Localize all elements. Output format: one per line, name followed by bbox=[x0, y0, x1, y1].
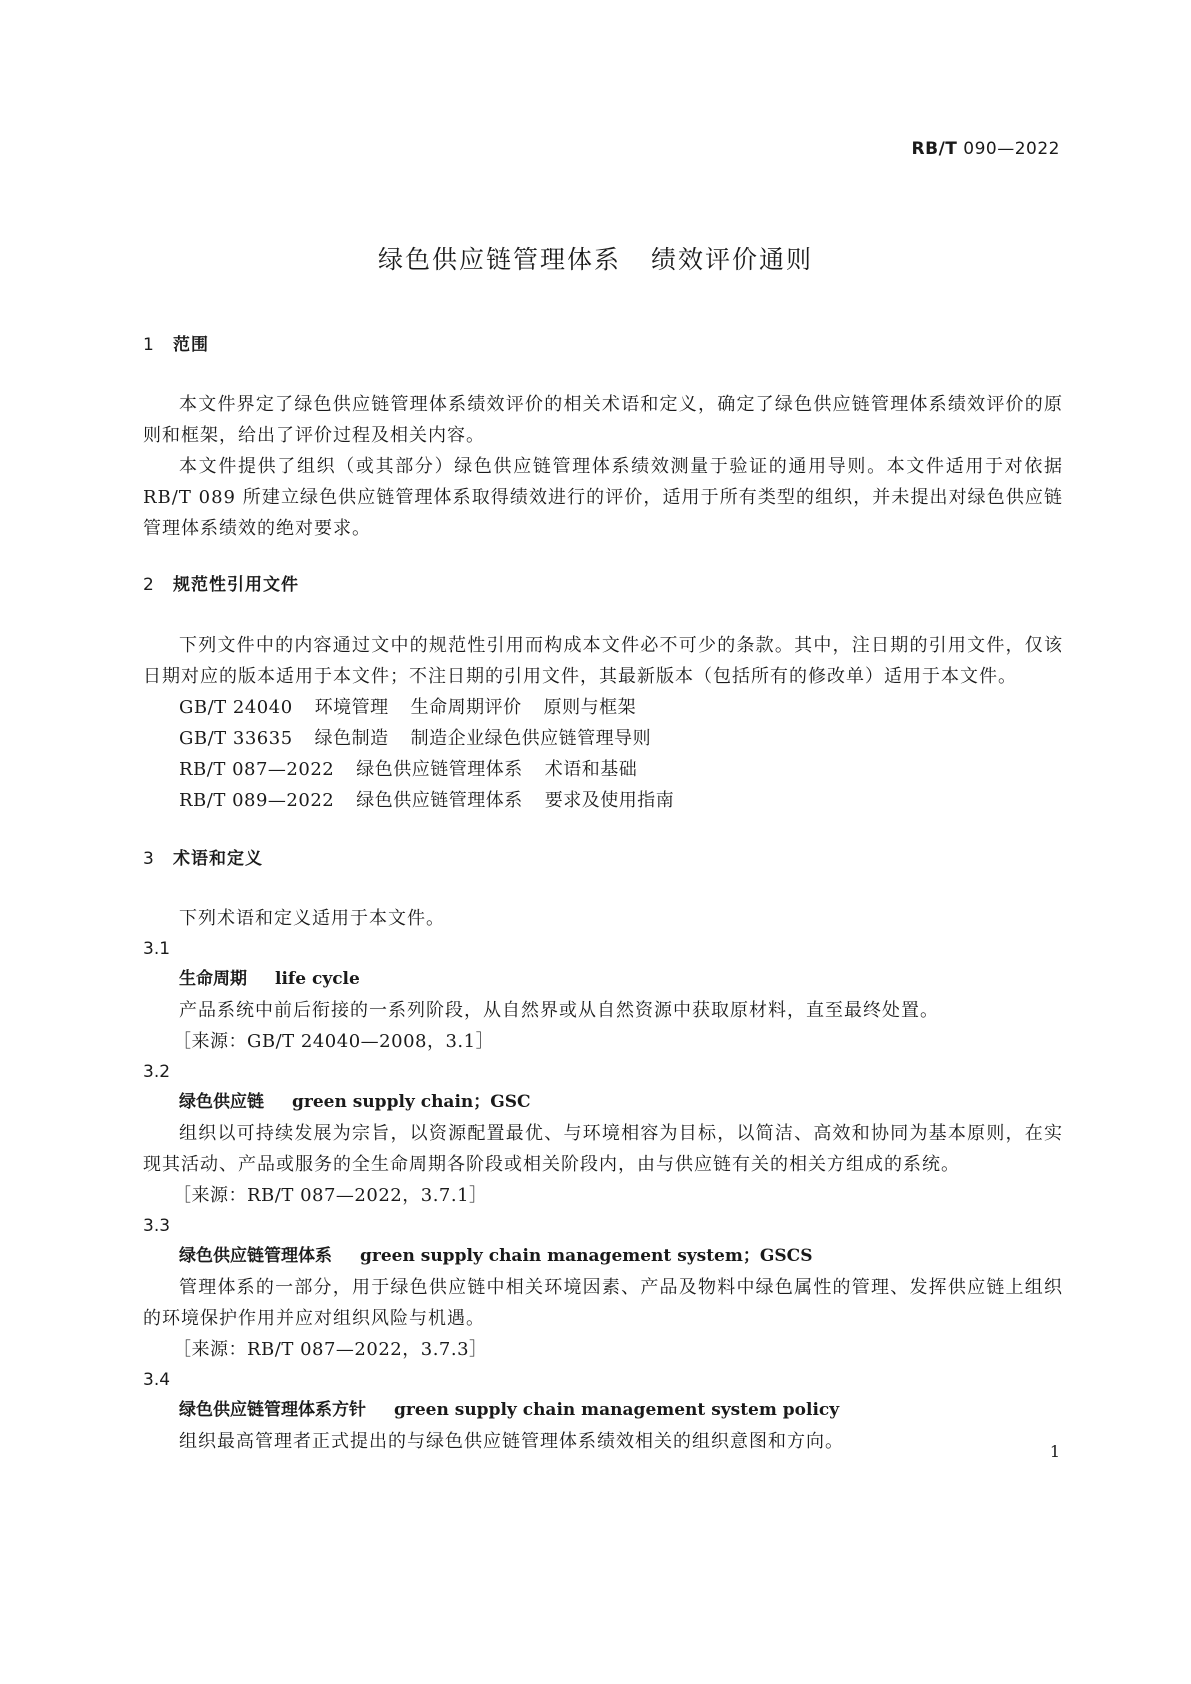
term-source: ［来源：RB/T 087—2022，3.7.3］ bbox=[173, 1339, 488, 1360]
clause-number: 3.3 bbox=[143, 1216, 171, 1236]
term-entry bbox=[143, 1087, 1063, 1118]
term-en: life cycle bbox=[275, 969, 360, 989]
term-entry bbox=[143, 964, 1063, 995]
term-source: ［来源：RB/T 087—2022，3.7.1］ bbox=[173, 1185, 488, 1206]
term-definition: 组织最高管理者正式提出的与绿色供应链管理体系绩效相关的组织意图和方向。 bbox=[179, 1431, 844, 1452]
reference-code: GB/T 24040 bbox=[179, 697, 293, 718]
standard-prefix: RB/T bbox=[911, 139, 958, 159]
term-en: green supply chain management system；GSCS bbox=[360, 1246, 813, 1266]
document-body bbox=[143, 330, 1063, 1457]
term-en: green supply chain；GSC bbox=[292, 1092, 531, 1112]
reference-item bbox=[143, 754, 1063, 785]
reference-title: 生命周期评价 bbox=[410, 697, 522, 718]
term-source: ［来源：GB/T 24040—2008，3.1］ bbox=[173, 1031, 495, 1052]
reference-title: 制造企业绿色供应链管理导则 bbox=[410, 728, 652, 749]
term-zh: 生命周期 bbox=[179, 969, 247, 989]
section-title: 规范性引用文件 bbox=[173, 575, 299, 595]
reference-code: RB/T 089—2022 bbox=[179, 790, 335, 811]
reference-item bbox=[143, 692, 1063, 723]
reference-title: 术语和基础 bbox=[544, 759, 638, 780]
term-en: green supply chain management system policy bbox=[394, 1400, 840, 1420]
section-heading bbox=[143, 330, 1063, 355]
title-part-2: 绩效评价通则 bbox=[651, 245, 814, 274]
section-heading bbox=[143, 570, 1063, 595]
reference-item bbox=[143, 723, 1063, 754]
paragraph: 本文件提供了组织（或其部分）绿色供应链管理体系绩效测量于验证的通用导则。本文件适用于对依据 RB/T 089 所建立绿色供应链管理体系取得绩效进行的评价，适用于所有类型的组织，并未提出对绿色供应链管理体系绩效的绝对要求。 bbox=[143, 456, 1063, 539]
reference-title: 要求及使用指南 bbox=[544, 790, 675, 811]
section-heading bbox=[143, 844, 1063, 869]
paragraph: 下列术语和定义适用于本文件。 bbox=[179, 908, 445, 929]
reference-code: RB/T 087—2022 bbox=[179, 759, 335, 780]
section-title: 术语和定义 bbox=[173, 849, 263, 869]
term-entry bbox=[143, 1395, 1063, 1426]
document-title bbox=[0, 240, 1191, 276]
section-number: 3 bbox=[143, 849, 155, 869]
section-number: 2 bbox=[143, 575, 155, 595]
clause-number: 3.4 bbox=[143, 1370, 171, 1390]
term-definition: 管理体系的一部分，用于绿色供应链中相关环境因素、产品及物料中绿色属性的管理、发挥供应链上组织的环境保护作用并应对组织风险与机遇。 bbox=[143, 1277, 1063, 1329]
title-part-1: 绿色供应链管理体系 bbox=[377, 245, 621, 274]
term-definition: 组织以可持续发展为宗旨，以资源配置最优、与环境相容为目标，以简洁、高效和协同为基本原则，在实现其活动、产品或服务的全生命周期各阶段或相关阶段内，由与供应链有关的相关方组成的系统。 bbox=[143, 1123, 1063, 1175]
term-definition: 产品系统中前后衔接的一系列阶段，从自然界或从自然资源中获取原材料，直至最终处置。 bbox=[179, 1000, 939, 1021]
reference-code: GB/T 33635 bbox=[179, 728, 293, 749]
standard-code: 090—2022 bbox=[963, 139, 1060, 159]
term-zh: 绿色供应链管理体系方针 bbox=[179, 1400, 366, 1420]
clause-number: 3.2 bbox=[143, 1062, 171, 1082]
page-number: 1 bbox=[1049, 1442, 1060, 1461]
reference-title: 绿色制造 bbox=[314, 728, 389, 749]
paragraph: 下列文件中的内容通过文中的规范性引用而构成本文件必不可少的条款。其中，注日期的引用文件，仅该日期对应的版本适用于本文件；不注日期的引用文件，其最新版本（包括所有的修改单）适用于本文件。 bbox=[143, 635, 1063, 687]
term-entry bbox=[143, 1241, 1063, 1272]
reference-title: 绿色供应链管理体系 bbox=[356, 759, 523, 780]
section-number: 1 bbox=[143, 335, 155, 355]
standard-number bbox=[912, 139, 1060, 159]
reference-title: 原则与框架 bbox=[543, 697, 637, 718]
term-zh: 绿色供应链 bbox=[179, 1092, 264, 1112]
reference-title: 绿色供应链管理体系 bbox=[356, 790, 523, 811]
paragraph: 本文件界定了绿色供应链管理体系绩效评价的相关术语和定义，确定了绿色供应链管理体系绩效评价的原则和框架，给出了评价过程及相关内容。 bbox=[143, 394, 1063, 446]
term-zh: 绿色供应链管理体系 bbox=[179, 1246, 332, 1266]
reference-title: 环境管理 bbox=[314, 697, 389, 718]
clause-number: 3.1 bbox=[143, 939, 171, 959]
section-title: 范围 bbox=[173, 335, 209, 355]
reference-item bbox=[143, 785, 1063, 816]
